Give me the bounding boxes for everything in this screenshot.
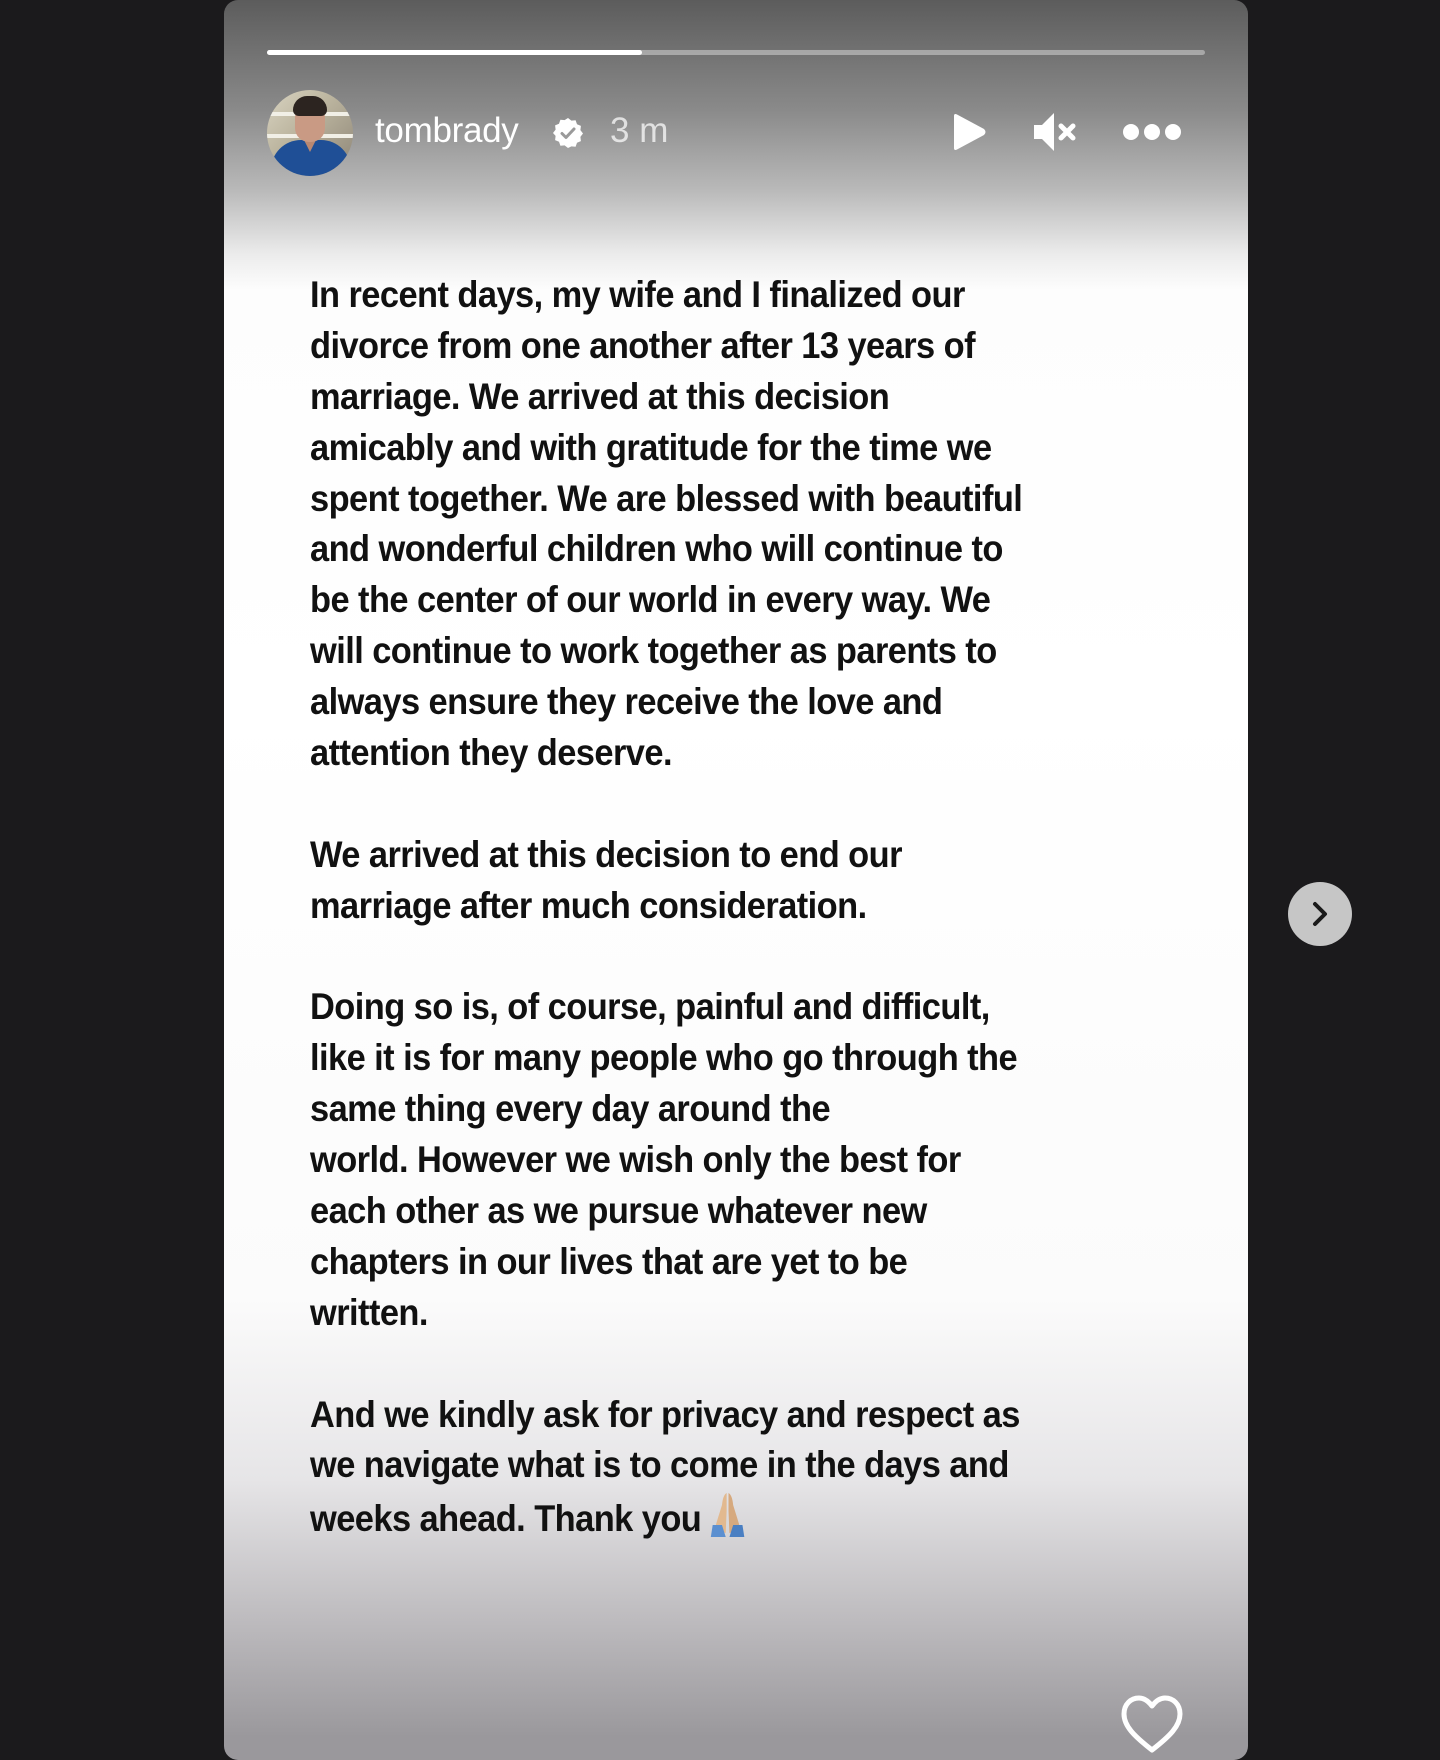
text-line: and wonderful children who will continue to: [310, 528, 1003, 570]
text-line: same thing every day around the: [310, 1088, 831, 1130]
text-line: like it is for many people who go through the: [310, 1037, 1018, 1079]
text-line: we navigate what is to come in the days and: [310, 1444, 1009, 1486]
text-line: In recent days, my wife and I finalized our: [310, 274, 965, 315]
paragraph-spacer: [310, 932, 1147, 983]
story-card[interactable]: [224, 0, 1248, 1760]
paragraph-spacer: [310, 779, 1147, 830]
avatar[interactable]: [267, 90, 353, 176]
text-line: always ensure they receive the love and: [310, 681, 943, 723]
muted-speaker-icon[interactable]: [1032, 111, 1078, 153]
story-progress-fill: [267, 50, 642, 55]
folded-hands-emoji-icon: [707, 1491, 748, 1537]
play-icon[interactable]: [950, 112, 988, 152]
avatar-hair: [293, 96, 327, 116]
more-options-icon[interactable]: [1122, 122, 1182, 142]
text-line: attention they deserve.: [310, 732, 672, 774]
text-line: marriage after much consideration.: [310, 884, 867, 926]
story-progress-bar: [267, 50, 1205, 55]
timestamp: 3 m: [610, 111, 669, 150]
text-line: We arrived at this decision to end our: [310, 833, 902, 875]
text-line: Doing so is, of course, painful and difficult,: [310, 986, 990, 1028]
text-line: amicably and with gratitude for the time we: [310, 426, 992, 468]
text-line: And we kindly ask for privacy and respect as: [310, 1393, 1020, 1435]
text-line: each other as we pursue whatever new: [310, 1190, 927, 1232]
text-line: world. However we wish only the best for: [310, 1139, 961, 1181]
text-line: divorce from one another after 13 years of: [310, 324, 975, 366]
next-story-button[interactable]: [1288, 882, 1352, 946]
text-line: marriage. We arrived at this decision: [310, 375, 890, 417]
story-text: [310, 270, 1147, 1542]
text-line: will continue to work together as parents to: [310, 630, 997, 672]
text-line: be the center of our world in every way. We: [310, 579, 991, 621]
text-line: spent together. We are blessed with beautiful: [310, 477, 1023, 519]
heart-outline-icon[interactable]: [1120, 1694, 1184, 1754]
text-line: written.: [310, 1291, 428, 1333]
text-line: chapters in our lives that are yet to be: [310, 1240, 908, 1282]
username-link[interactable]: tombrady: [375, 111, 519, 150]
verified-badge-icon: [552, 117, 584, 149]
paragraph-spacer: [310, 1339, 1147, 1390]
chevron-right-icon: [1306, 900, 1334, 928]
text-line: weeks ahead. Thank you: [310, 1491, 1147, 1542]
